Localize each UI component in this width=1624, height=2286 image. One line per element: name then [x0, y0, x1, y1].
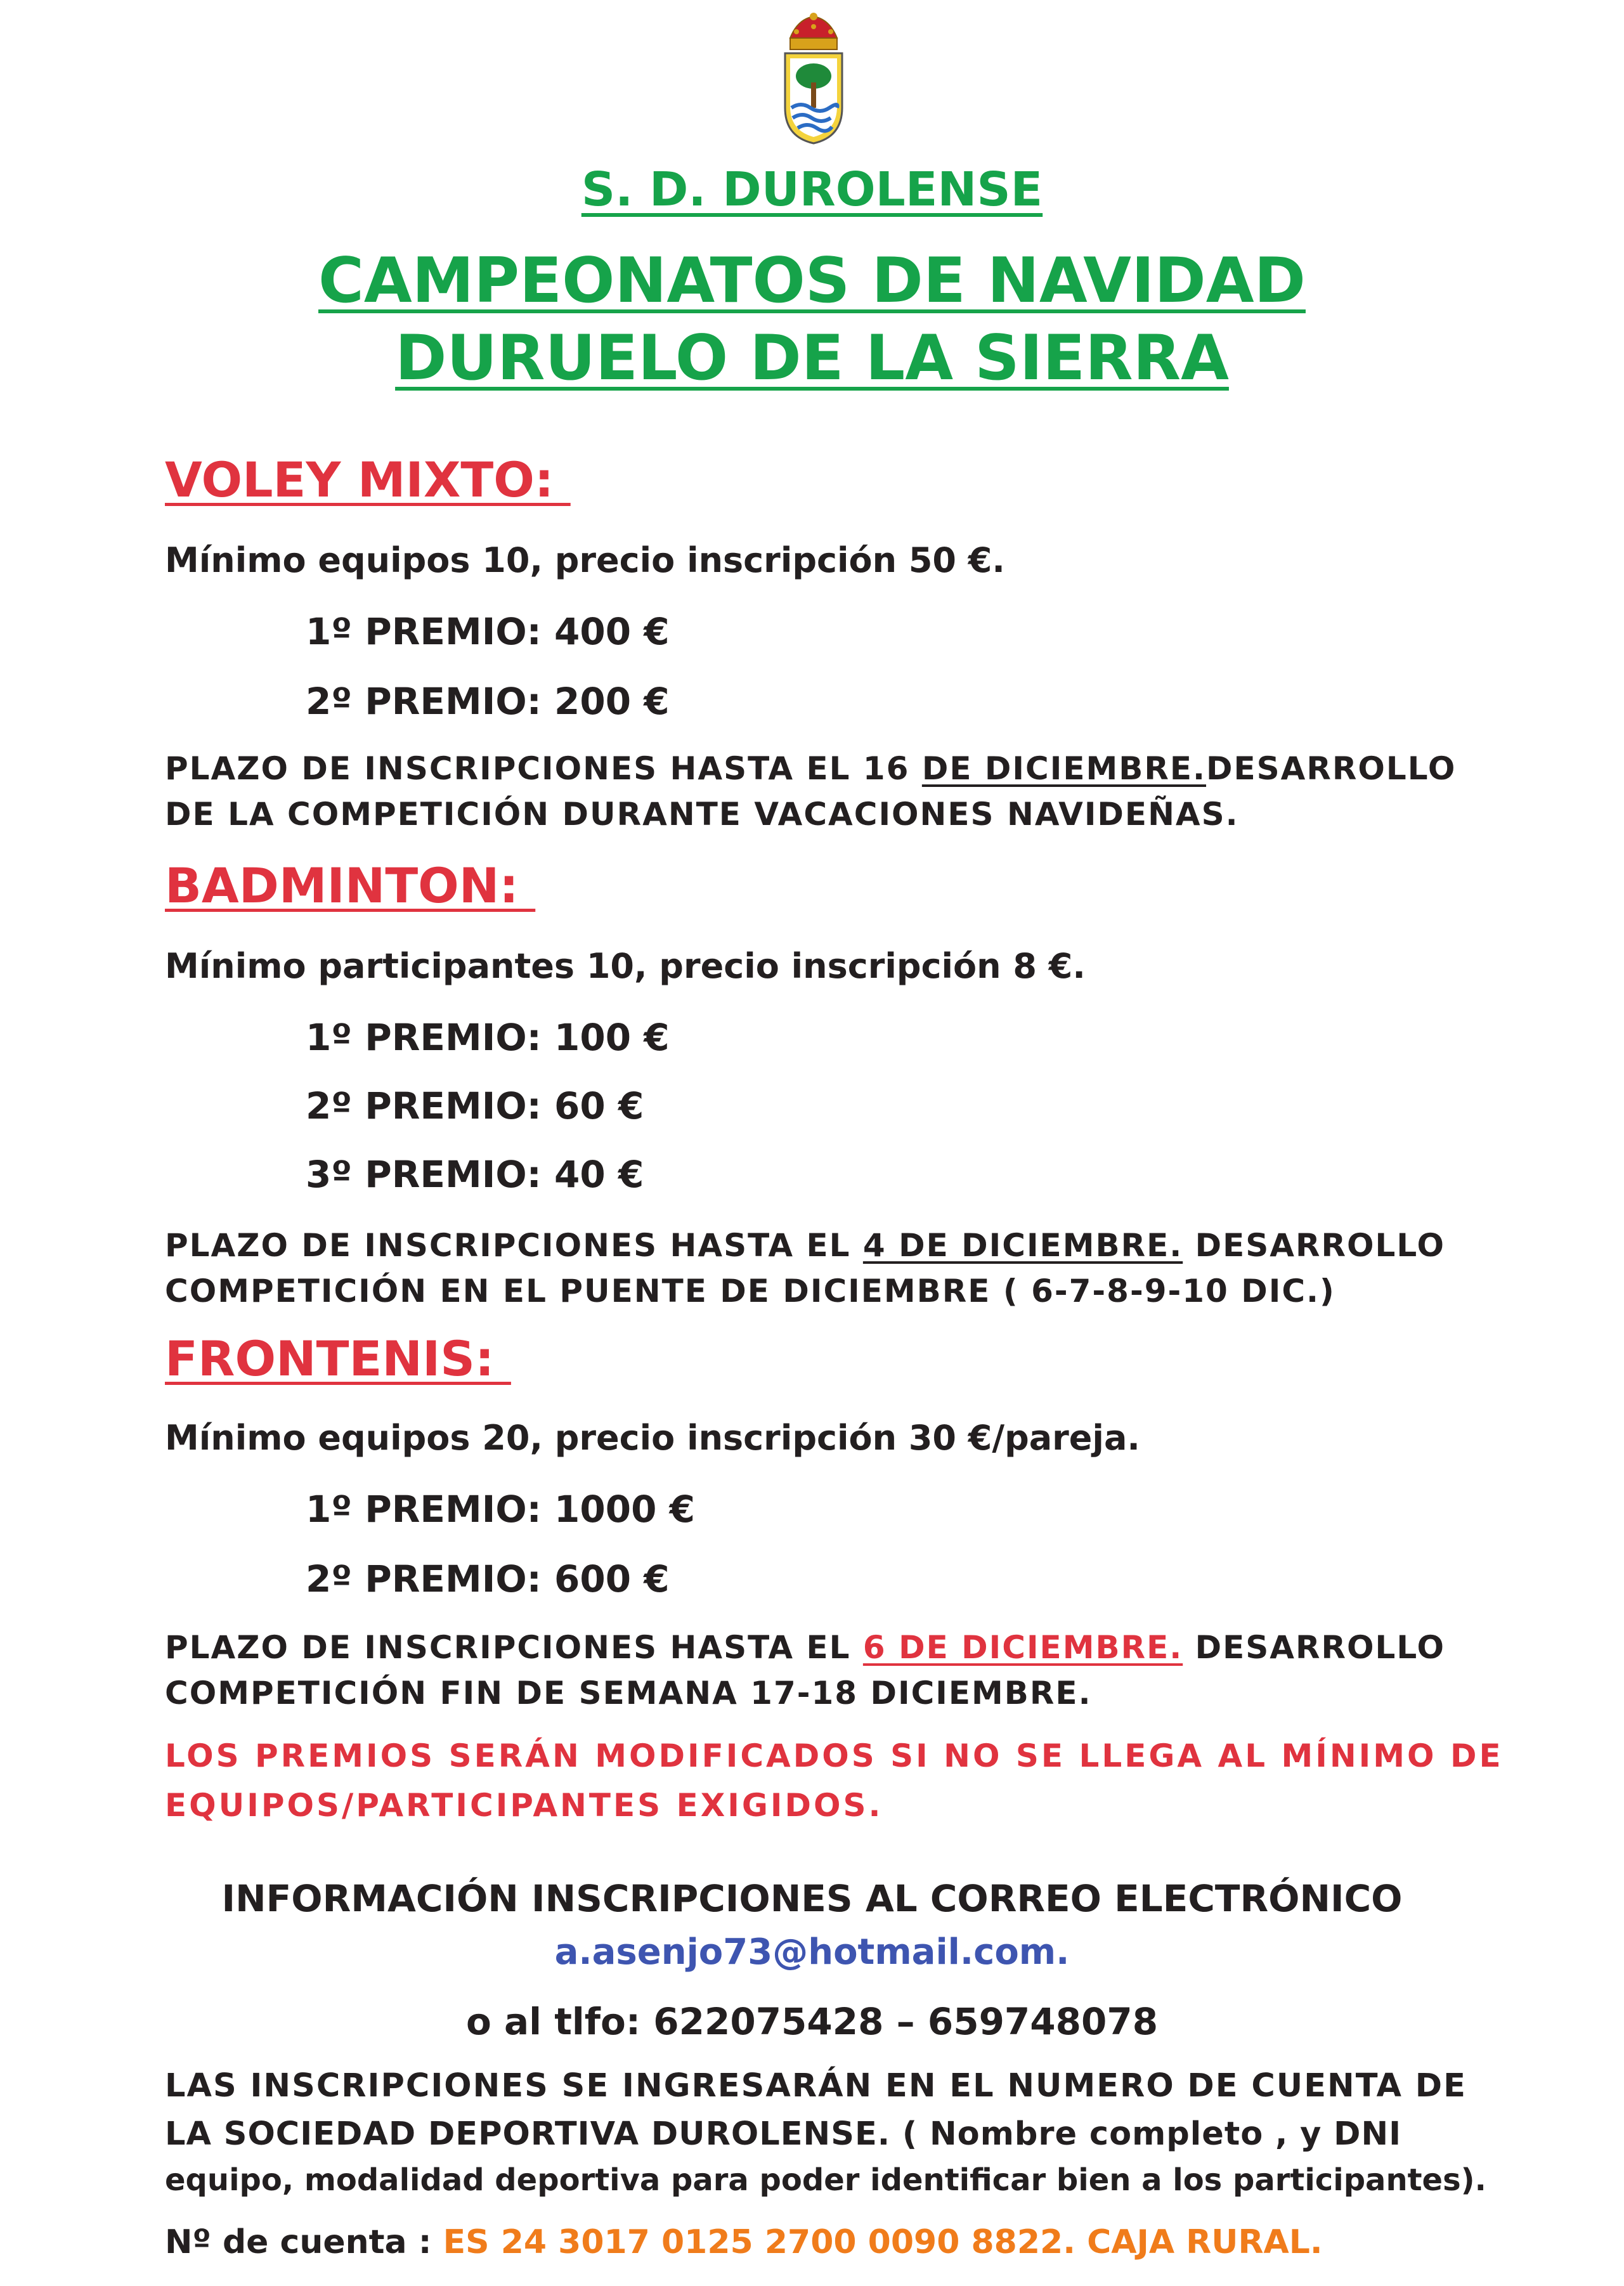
badminton-deadline: [165, 1223, 1445, 1314]
account-number: ES 24 3017 0125 2700 0090 8822. CAJA RURAL.: [443, 2223, 1323, 2261]
badminton-deadline-date: 4 DE DICIEMBRE.: [862, 1227, 1183, 1264]
payment-line1: LAS INSCRIPCIONES SE INGRESARÁN EN EL NUMERO DE CUENTA DE: [165, 2067, 1467, 2105]
voley-deadline-line2: DE LA COMPETICIÓN DURANTE VACACIONES NAVIDEÑAS.: [165, 796, 1239, 833]
voley-minimum: Mínimo equipos 10, precio inscripción 50 €.: [165, 540, 1005, 580]
contact-phone: o al tlfo: 622075428 – 659748078: [465, 2000, 1159, 2043]
voley-deadline: [165, 746, 1456, 837]
voley-deadline-post: DESARROLLO: [1206, 750, 1457, 787]
frontenis-deadline-text: PLAZO DE INSCRIPCIONES HASTA EL: [165, 1629, 863, 1666]
page-title-line1: CAMPEONATOS DE NAVIDAD: [318, 245, 1306, 317]
payment-line2: LA SOCIEDAD DEPORTIVA DUROLENSE. ( Nombre completo , y DNI: [165, 2115, 1402, 2153]
frontenis-prize-1: 1º PREMIO: 1000 €: [306, 1488, 696, 1531]
account-number-line: [165, 2223, 1323, 2261]
frontenis-deadline-date: 6 DE DICIEMBRE.: [862, 1629, 1183, 1666]
section-heading-frontenis: FRONTENIS:: [165, 1330, 511, 1387]
badminton-prize-1: 1º PREMIO: 100 €: [306, 1016, 670, 1059]
frontenis-deadline-line2: COMPETICIÓN FIN DE SEMANA 17-18 DICIEMBRE.: [165, 1675, 1092, 1711]
account-label: Nº de cuenta :: [165, 2223, 443, 2261]
warning-line2: EQUIPOS/PARTICIPANTES EXIGIDOS.: [165, 1787, 883, 1824]
section-heading-badminton: BADMINTON:: [165, 857, 536, 914]
voley-deadline-date: DE DICIEMBRE.: [921, 750, 1207, 787]
frontenis-minimum: Mínimo equipos 20, precio inscripción 30 €/pareja.: [165, 1418, 1140, 1458]
badminton-minimum: Mínimo participantes 10, precio inscripción 8 €.: [165, 946, 1086, 986]
frontenis-deadline: [165, 1625, 1445, 1716]
badminton-prize-3: 3º PREMIO: 40 €: [306, 1153, 644, 1196]
coat-of-arms-icon: [779, 13, 848, 146]
warning-line1: LOS PREMIOS SERÁN MODIFICADOS SI NO SE LLEGA AL MÍNIMO DE: [165, 1737, 1504, 1774]
club-name: S. D. DUROLENSE: [581, 162, 1043, 217]
badminton-deadline-post: DESARROLLO: [1183, 1227, 1445, 1264]
voley-prize-1: 1º PREMIO: 400 €: [306, 610, 670, 653]
frontenis-deadline-post: DESARROLLO: [1183, 1629, 1445, 1666]
page-title-line2: DURUELO DE LA SIERRA: [395, 322, 1229, 394]
badminton-prize-2: 2º PREMIO: 60 €: [306, 1084, 644, 1127]
voley-prize-2: 2º PREMIO: 200 €: [306, 680, 670, 723]
contact-email-link[interactable]: a.asenjo73@hotmail.com.: [554, 1932, 1070, 1973]
voley-deadline-text: PLAZO DE INSCRIPCIONES HASTA EL 16: [165, 750, 922, 787]
badminton-deadline-text: PLAZO DE INSCRIPCIONES HASTA EL: [165, 1227, 863, 1264]
contact-heading: INFORMACIÓN INSCRIPCIONES AL CORREO ELECTRÓNICO: [221, 1877, 1403, 1920]
badminton-deadline-line2: COMPETICIÓN EN EL PUENTE DE DICIEMBRE ( 6-7-8-9-10 DIC.): [165, 1273, 1335, 1309]
section-heading-voley: VOLEY MIXTO:: [165, 451, 571, 508]
frontenis-prize-2: 2º PREMIO: 600 €: [306, 1557, 670, 1601]
payment-line3: equipo, modalidad deportiva para poder identificar bien a los participantes).: [165, 2162, 1486, 2198]
